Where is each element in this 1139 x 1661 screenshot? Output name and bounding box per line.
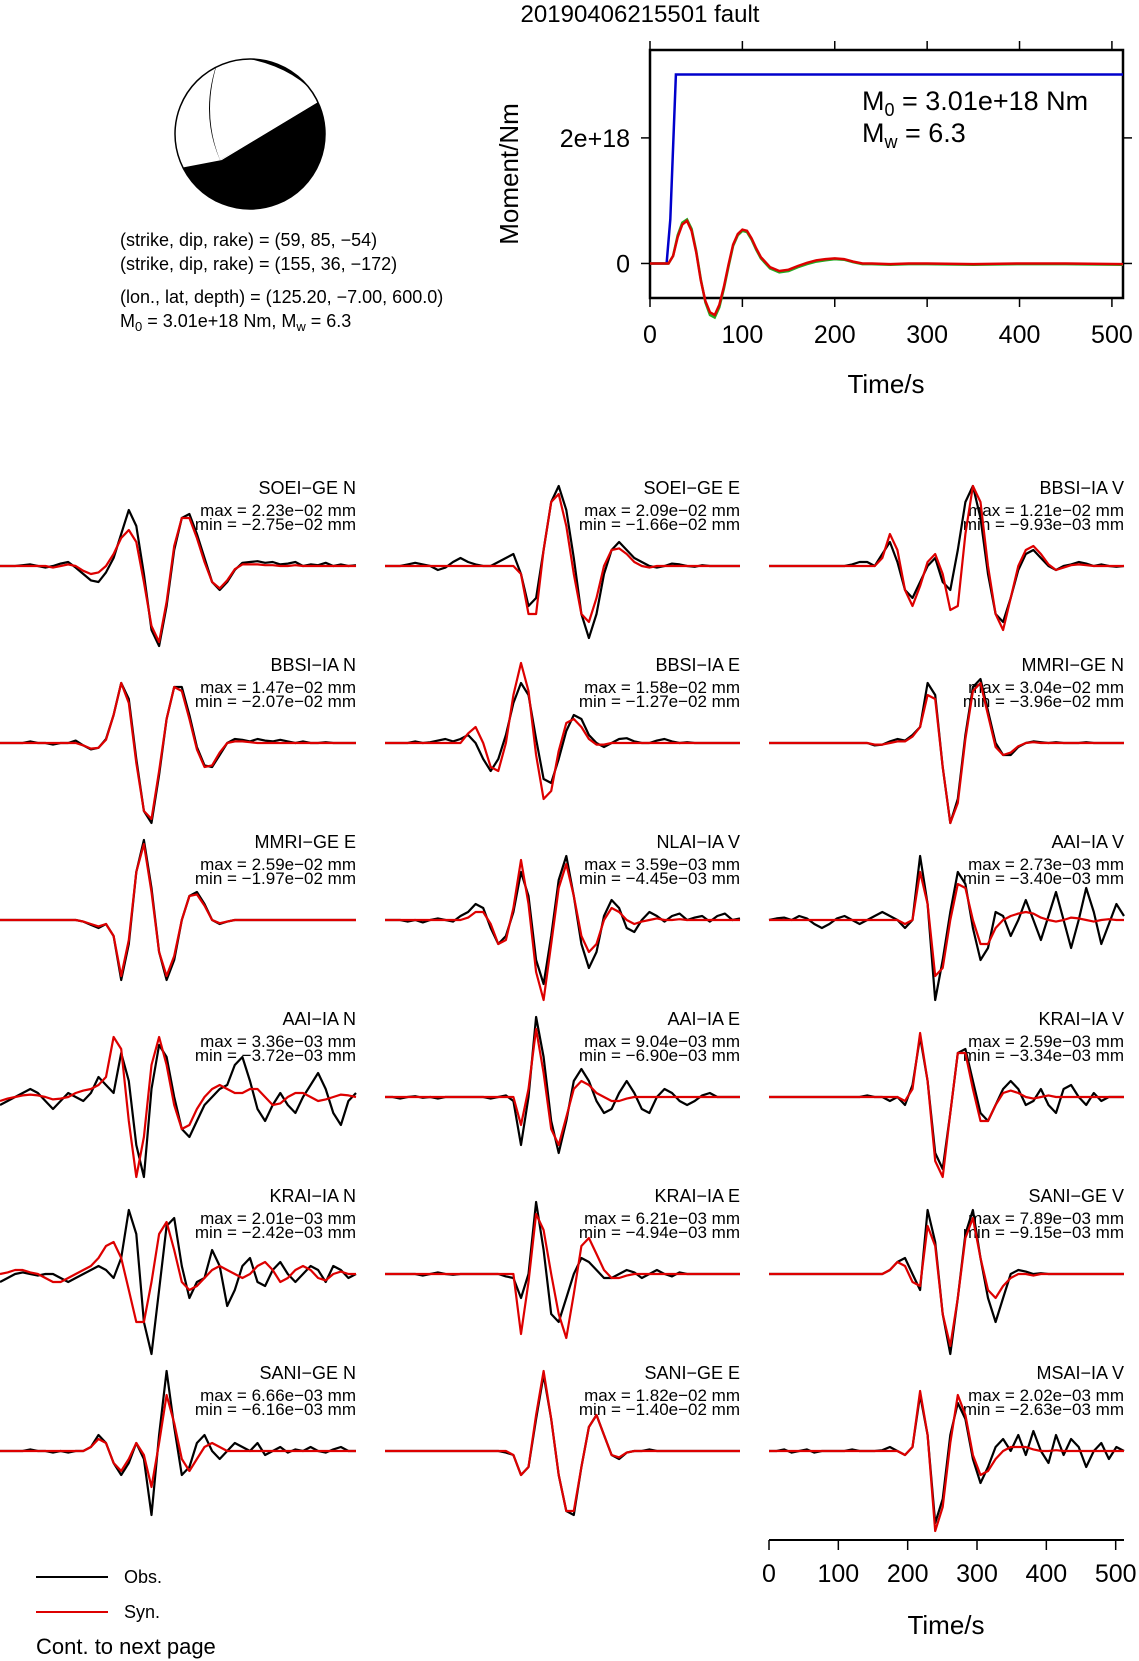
trace-max-label: max = 2.59e−03 mm	[968, 1032, 1124, 1051]
trace-min-label: min = −9.93e−03 mm	[962, 515, 1124, 534]
trace-station-label: SANI−GE E	[644, 1363, 740, 1383]
moment-series-line	[650, 221, 1123, 315]
waveform-trace	[385, 1009, 740, 1153]
trace-min-label: min = −3.72e−03 mm	[194, 1046, 356, 1065]
waveform-x-tick-label: 100	[817, 1560, 860, 1588]
trace-min-label: min = −2.07e−02 mm	[194, 692, 356, 711]
trace-station-label: MMRI−GE E	[254, 832, 356, 852]
trace-max-label: max = 3.04e−02 mm	[968, 678, 1124, 697]
trace-min-label: min = −2.75e−02 mm	[194, 515, 356, 534]
trace-min-label: min = −3.96e−02 mm	[962, 692, 1124, 711]
waveform-trace	[385, 478, 740, 638]
waveform-trace	[769, 478, 1124, 630]
moment-x-tick-label: 100	[721, 321, 764, 349]
trace-max-label: max = 9.04e−03 mm	[584, 1032, 740, 1051]
trace-min-label: min = −1.27e−02 mm	[578, 692, 740, 711]
waveform-trace	[769, 1186, 1124, 1354]
continuation-note: Cont. to next page	[36, 1634, 216, 1659]
legend	[36, 1567, 162, 1622]
moment-mw-annotation: $M_w = 6.3$	[862, 118, 966, 152]
trace-max-label: max = 2.23e−02 mm	[200, 501, 356, 520]
trace-min-label: min = −1.66e−02 mm	[578, 515, 740, 534]
trace-station-label: KRAI−IA N	[269, 1186, 356, 1206]
trace-station-label: MSAI−IA V	[1036, 1363, 1124, 1383]
trace-min-label: min = −3.34e−03 mm	[962, 1046, 1124, 1065]
trace-station-label: BBSI−IA N	[270, 655, 356, 675]
trace-station-label: KRAI−IA E	[654, 1186, 740, 1206]
waveform-x-tick-label: 500	[1094, 1560, 1137, 1588]
beachball	[170, 40, 340, 230]
moment-y-label: Moment/Nm	[494, 103, 524, 245]
trace-max-label: max = 6.21e−03 mm	[584, 1209, 740, 1228]
trace-max-label: max = 1.47e−02 mm	[200, 678, 356, 697]
moment-m0-annotation: $M_0 = 3.01e+18$ Nm	[862, 86, 1089, 120]
moment-y-tick-label: 2e+18	[559, 124, 630, 153]
trace-station-label: AAI−IA N	[282, 1009, 356, 1029]
waveform-trace	[385, 832, 740, 1000]
trace-max-label: max = 7.89e−03 mm	[968, 1209, 1124, 1228]
trace-max-label: max = 1.58e−02 mm	[584, 678, 740, 697]
trace-station-label: NLAI−IA V	[656, 832, 740, 852]
figure-title: 20190406215501 fault	[520, 1, 760, 28]
trace-station-label: KRAI−IA V	[1038, 1009, 1124, 1029]
trace-min-label: min = −3.40e−03 mm	[962, 869, 1124, 888]
waveform-x-tick-label: 200	[886, 1560, 929, 1588]
waveform-trace	[769, 1009, 1124, 1177]
waveform-trace	[769, 655, 1124, 823]
moment-y-axis	[560, 125, 1132, 279]
moment-text: $M_0 = 3.01e+18$ Nm, $M_w = 6.3$	[120, 311, 352, 334]
legend-syn-label: Syn.	[124, 1602, 161, 1622]
waveform-trace	[0, 1009, 356, 1177]
waveform-trace	[769, 832, 1124, 1000]
location-text: (lon., lat, depth) = (125.20, −7.00, 600.0)	[120, 287, 444, 307]
waveform-trace	[385, 1186, 740, 1338]
moment-x-tick-label: 0	[643, 321, 657, 349]
waveform-trace	[0, 655, 356, 823]
focal-info	[120, 230, 443, 334]
trace-max-label: max = 2.02e−03 mm	[968, 1386, 1124, 1405]
trace-station-label: AAI−IA E	[667, 1009, 740, 1029]
trace-min-label: min = −6.90e−03 mm	[578, 1046, 740, 1065]
trace-min-label: min = −9.15e−03 mm	[962, 1223, 1124, 1242]
legend-obs-label: Obs.	[124, 1567, 163, 1587]
trace-min-label: min = −6.16e−03 mm	[194, 1400, 356, 1419]
moment-x-tick-label: 300	[906, 321, 949, 349]
waveform-trace	[385, 655, 740, 799]
moment-x-tick-label: 200	[813, 321, 856, 349]
waveform-x-tick-label: 400	[1025, 1560, 1068, 1588]
waveform-trace	[769, 1363, 1124, 1531]
waveform-x-axis	[762, 1540, 1136, 1588]
trace-max-label: max = 1.21e−02 mm	[968, 501, 1124, 520]
trace-min-label: min = −1.97e−02 mm	[194, 869, 356, 888]
trace-station-label: AAI−IA V	[1051, 832, 1124, 852]
trace-min-label: min = −4.94e−03 mm	[578, 1223, 740, 1242]
waveform-trace	[0, 1186, 356, 1354]
trace-station-label: SANI−GE N	[259, 1363, 356, 1383]
trace-min-label: min = −2.63e−03 mm	[962, 1400, 1124, 1419]
waveform-trace	[0, 1363, 356, 1515]
trace-max-label: max = 2.01e−03 mm	[200, 1209, 356, 1228]
trace-max-label: max = 3.36e−03 mm	[200, 1032, 356, 1051]
waveform-trace	[0, 832, 356, 980]
waveform-grid	[0, 478, 1124, 1531]
moment-x-tick-label: 500	[1091, 321, 1133, 349]
trace-max-label: max = 2.73e−03 mm	[968, 855, 1124, 874]
trace-station-label: SOEI−GE E	[643, 478, 740, 498]
trace-max-label: max = 2.59e−02 mm	[200, 855, 356, 874]
trace-max-label: max = 1.82e−02 mm	[584, 1386, 740, 1405]
waveform-x-label: Time/s	[907, 1610, 985, 1640]
plane1-text: (strike, dip, rake) = (59, 85, −54)	[120, 230, 378, 250]
trace-min-label: min = −4.45e−03 mm	[578, 869, 740, 888]
trace-station-label: MMRI−GE N	[1021, 655, 1124, 675]
moment-y-tick-label: 0	[616, 250, 630, 279]
trace-station-label: BBSI−IA V	[1039, 478, 1124, 498]
trace-max-label: max = 6.66e−03 mm	[200, 1386, 356, 1405]
waveform-trace	[385, 1363, 740, 1515]
trace-max-label: max = 2.09e−02 mm	[584, 501, 740, 520]
moment-x-label: Time/s	[847, 369, 925, 399]
trace-station-label: SANI−GE V	[1028, 1186, 1124, 1206]
waveform-x-tick-label: 0	[762, 1560, 776, 1588]
moment-chart	[494, 41, 1133, 399]
trace-station-label: BBSI−IA E	[655, 655, 740, 675]
waveform-x-tick-label: 300	[956, 1560, 998, 1588]
waveform-trace	[0, 478, 356, 646]
plane2-text: (strike, dip, rake) = (155, 36, −172)	[120, 254, 398, 274]
trace-max-label: max = 3.59e−03 mm	[584, 855, 740, 874]
trace-station-label: SOEI−GE N	[258, 478, 356, 498]
trace-min-label: min = −1.40e−02 mm	[578, 1400, 740, 1419]
moment-x-tick-label: 400	[998, 321, 1041, 349]
trace-min-label: min = −2.42e−03 mm	[194, 1223, 356, 1242]
